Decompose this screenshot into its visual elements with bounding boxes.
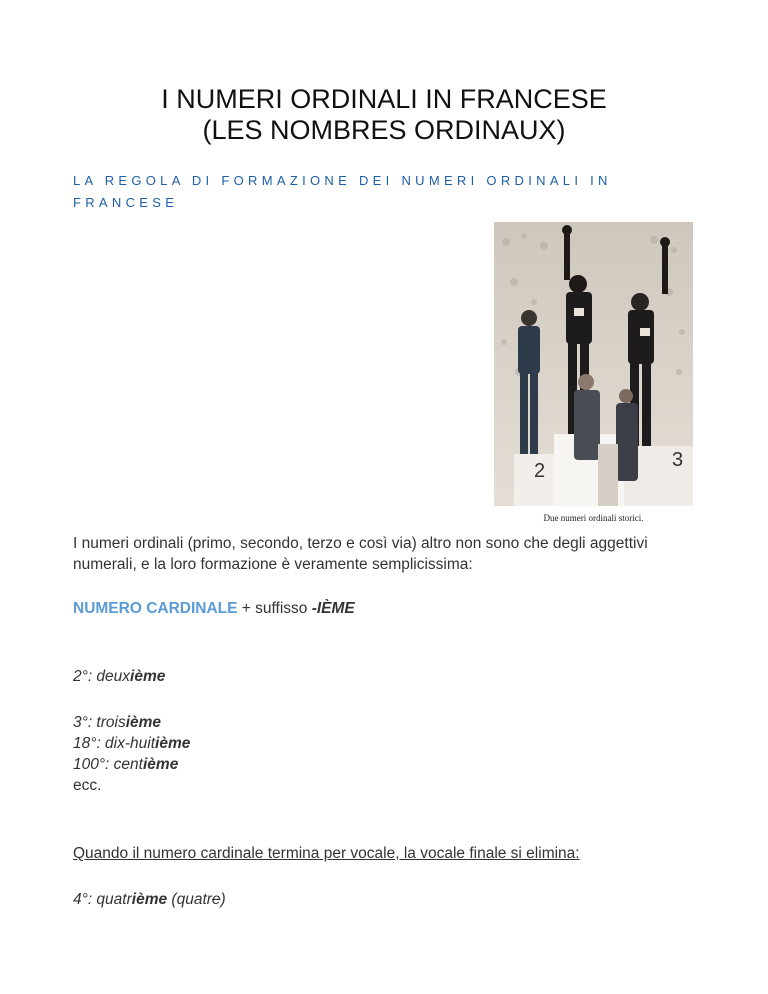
title-line-2: (LES NOMBRES ORDINAUX) xyxy=(202,115,566,145)
example-paren-close: ) xyxy=(220,891,226,908)
example-2 xyxy=(73,666,165,687)
example-prefix: 4°: quatr xyxy=(73,891,132,908)
example-paren-open: (quatr xyxy=(167,891,212,908)
podium-photo-illustration xyxy=(494,222,693,506)
example-3 xyxy=(73,712,161,733)
example-ending: ième xyxy=(155,735,191,752)
podium-photo xyxy=(494,222,693,506)
rule-plus: + suffisso xyxy=(237,600,312,617)
example-prefix: 18°: dix-huit xyxy=(73,735,156,752)
vowel-rule: Quando il numero cardinale termina per vocale, la vocale finale si elimina: xyxy=(73,845,580,862)
rule-cardinal: NUMERO CARDINALE xyxy=(73,600,238,617)
example-prefix: 2°: deux xyxy=(73,668,131,685)
example-prefix: 3°: trois xyxy=(73,714,126,731)
etc-text: ecc. xyxy=(73,777,102,794)
example-ending: ième xyxy=(130,668,166,685)
example-4 xyxy=(73,889,226,910)
rule-suffix: -IÈME xyxy=(311,600,355,617)
podium-number-3: 3 xyxy=(672,449,684,471)
example-100 xyxy=(73,754,178,775)
photo-caption: Due numeri ordinali storici. xyxy=(543,513,644,523)
podium-number-2: 2 xyxy=(534,460,546,482)
intro-paragraph: I numeri ordinali (primo, secondo, terzo e così via) altro non sono che degli aggettivi numerali, e la loro formazione è veramente semplicissima: xyxy=(73,535,648,573)
page-title xyxy=(0,84,768,146)
example-ending: ième xyxy=(125,714,162,731)
example-ending: ième xyxy=(131,891,168,908)
example-ending: ième xyxy=(142,756,179,773)
example-struck-vowel: e xyxy=(211,891,221,908)
section-heading: LA REGOLA DI FORMAZIONE DEI NUMERI ORDINALI IN FRANCESE xyxy=(73,173,612,210)
title-line-1: I NUMERI ORDINALI IN FRANCESE xyxy=(161,84,607,114)
formation-rule xyxy=(73,598,355,619)
example-18 xyxy=(73,733,190,754)
example-prefix: 100°: cent xyxy=(73,756,143,773)
